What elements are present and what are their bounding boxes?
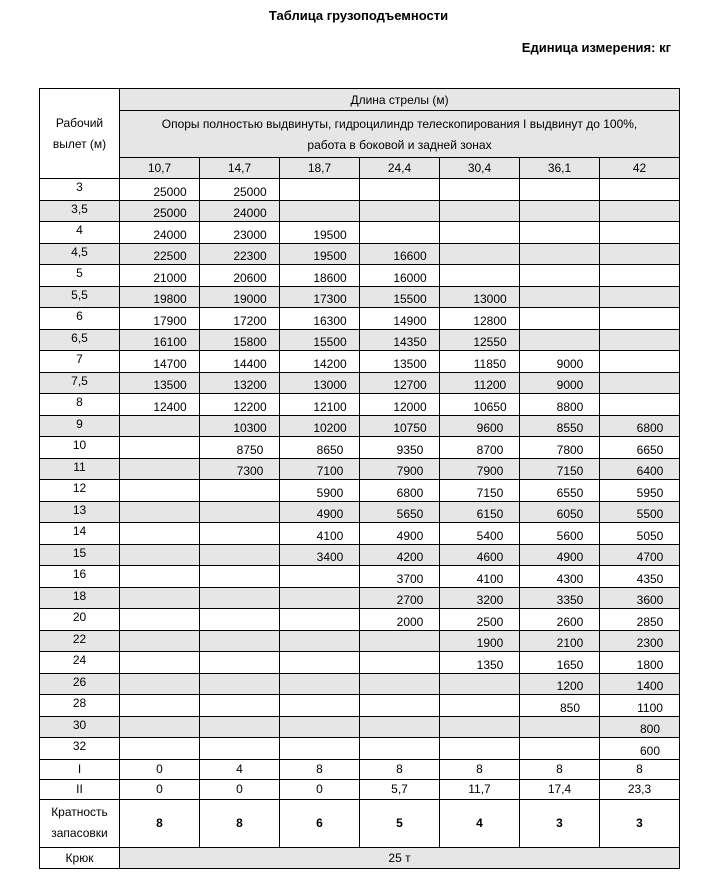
load-cell <box>440 716 520 738</box>
load-cell: 3200 <box>440 587 520 609</box>
load-cell: 3400 <box>280 544 360 566</box>
reeving-cell: 3 <box>520 799 600 847</box>
load-cell: 1800 <box>600 652 680 674</box>
load-cell <box>600 200 680 222</box>
telescope-section-ii-row-cell: 23,3 <box>600 779 680 799</box>
table-row <box>40 458 680 480</box>
load-cell <box>200 480 280 502</box>
load-cell: 1350 <box>440 652 520 674</box>
radius-cell: 6 <box>40 308 120 330</box>
load-cell <box>200 544 280 566</box>
load-cell: 6800 <box>600 415 680 437</box>
load-cell: 6150 <box>440 501 520 523</box>
load-cell: 13000 <box>280 372 360 394</box>
load-cell <box>440 673 520 695</box>
load-cell: 7800 <box>520 437 600 459</box>
load-cell <box>200 501 280 523</box>
load-cell: 12550 <box>440 329 520 351</box>
table-row <box>40 222 680 244</box>
load-cell: 7150 <box>440 480 520 502</box>
load-cell: 4900 <box>520 544 600 566</box>
radius-cell: 10 <box>40 437 120 459</box>
table-row <box>40 308 680 330</box>
load-cell <box>360 738 440 760</box>
load-cell <box>200 673 280 695</box>
boom-length-header-cell: 36,1 <box>520 158 600 179</box>
reeving-label <box>40 799 120 847</box>
radius-cell: 14 <box>40 523 120 545</box>
load-cell: 5500 <box>600 501 680 523</box>
radius-cell: 12 <box>40 480 120 502</box>
load-cell: 4100 <box>280 523 360 545</box>
load-cell: 6800 <box>360 480 440 502</box>
radius-cell: 5 <box>40 265 120 287</box>
load-cell: 2850 <box>600 609 680 631</box>
radius-cell: 26 <box>40 673 120 695</box>
table-row <box>40 716 680 738</box>
load-cell <box>120 437 200 459</box>
load-cell: 13200 <box>200 372 280 394</box>
load-cell <box>440 179 520 201</box>
load-cell: 13500 <box>120 372 200 394</box>
reeving-cell: 3 <box>600 799 680 847</box>
load-cell: 1100 <box>600 695 680 717</box>
load-cell <box>280 179 360 201</box>
load-cell: 12700 <box>360 372 440 394</box>
load-cell <box>120 458 200 480</box>
load-cell <box>200 587 280 609</box>
table-row <box>40 437 680 459</box>
load-cell <box>120 716 200 738</box>
load-cell: 4700 <box>600 544 680 566</box>
load-cell <box>360 673 440 695</box>
load-cell: 6550 <box>520 480 600 502</box>
radius-cell: 3,5 <box>40 200 120 222</box>
load-cell: 19000 <box>200 286 280 308</box>
reeving-cell: 4 <box>440 799 520 847</box>
load-cell: 21000 <box>120 265 200 287</box>
load-chart-table <box>39 88 680 869</box>
load-cell: 14700 <box>120 351 200 373</box>
load-cell <box>120 738 200 760</box>
reeving-label-line-1: Кратность <box>51 805 108 819</box>
load-cell: 4600 <box>440 544 520 566</box>
load-cell <box>280 738 360 760</box>
load-cell: 15500 <box>280 329 360 351</box>
hook-label: Крюк <box>40 847 120 868</box>
table-row <box>40 652 680 674</box>
load-cell: 13000 <box>440 286 520 308</box>
load-cell <box>360 652 440 674</box>
load-cell <box>120 566 200 588</box>
load-cell: 22500 <box>120 243 200 265</box>
load-cell <box>520 716 600 738</box>
radius-header <box>40 89 120 179</box>
load-cell <box>200 630 280 652</box>
load-cell: 10750 <box>360 415 440 437</box>
load-cell <box>120 673 200 695</box>
load-cell <box>520 179 600 201</box>
condition-line-2: работа в боковой и задней зонах <box>307 138 492 152</box>
radius-cell: 30 <box>40 716 120 738</box>
load-cell: 8550 <box>520 415 600 437</box>
load-cell: 5050 <box>600 523 680 545</box>
load-cell <box>520 286 600 308</box>
telescope-section-ii-row-cell: 17,4 <box>520 779 600 799</box>
radius-cell: 8 <box>40 394 120 416</box>
load-cell: 4300 <box>520 566 600 588</box>
load-cell: 10650 <box>440 394 520 416</box>
telescope-section-ii-row-label: II <box>40 779 120 799</box>
load-cell: 800 <box>600 716 680 738</box>
load-cell <box>360 200 440 222</box>
load-cell: 2600 <box>520 609 600 631</box>
telescope-section-i-row-cell: 8 <box>280 759 360 779</box>
reeving-cell: 8 <box>200 799 280 847</box>
load-cell: 17900 <box>120 308 200 330</box>
load-cell <box>600 286 680 308</box>
boom-length-header-cell: 14,7 <box>200 158 280 179</box>
load-cell: 8700 <box>440 437 520 459</box>
load-cell: 5900 <box>280 480 360 502</box>
reeving-cell: 5 <box>360 799 440 847</box>
load-cell: 7100 <box>280 458 360 480</box>
load-cell: 16000 <box>360 265 440 287</box>
load-cell <box>520 738 600 760</box>
load-cell: 16100 <box>120 329 200 351</box>
load-cell <box>280 200 360 222</box>
load-cell <box>280 652 360 674</box>
table-row <box>40 738 680 760</box>
load-cell: 2100 <box>520 630 600 652</box>
table-row <box>40 329 680 351</box>
load-cell <box>360 695 440 717</box>
load-cell <box>440 695 520 717</box>
load-cell: 5650 <box>360 501 440 523</box>
load-cell <box>200 695 280 717</box>
load-cell <box>120 523 200 545</box>
load-cell: 8650 <box>280 437 360 459</box>
load-cell <box>280 566 360 588</box>
telescope-section-ii-row <box>40 779 680 799</box>
load-cell <box>600 308 680 330</box>
load-cell: 4900 <box>360 523 440 545</box>
load-cell: 7300 <box>200 458 280 480</box>
radius-cell: 22 <box>40 630 120 652</box>
radius-cell: 24 <box>40 652 120 674</box>
load-cell: 4100 <box>440 566 520 588</box>
load-cell <box>440 738 520 760</box>
load-cell: 2500 <box>440 609 520 631</box>
load-cell: 2700 <box>360 587 440 609</box>
telescope-section-i-row-cell: 4 <box>200 759 280 779</box>
reeving-cell: 6 <box>280 799 360 847</box>
load-cell: 13500 <box>360 351 440 373</box>
table-row <box>40 566 680 588</box>
load-cell: 14400 <box>200 351 280 373</box>
load-cell: 11200 <box>440 372 520 394</box>
telescope-section-ii-row-cell: 0 <box>120 779 200 799</box>
load-cell: 12800 <box>440 308 520 330</box>
load-cell <box>440 200 520 222</box>
table-row <box>40 673 680 695</box>
table-row <box>40 372 680 394</box>
radius-cell: 13 <box>40 501 120 523</box>
load-cell <box>120 609 200 631</box>
radius-cell: 18 <box>40 587 120 609</box>
hook-row <box>40 847 680 868</box>
load-cell: 1400 <box>600 673 680 695</box>
load-cell: 20600 <box>200 265 280 287</box>
load-cell: 8800 <box>520 394 600 416</box>
radius-cell: 4 <box>40 222 120 244</box>
load-cell <box>600 222 680 244</box>
load-cell: 8750 <box>200 437 280 459</box>
load-cell: 4900 <box>280 501 360 523</box>
load-cell <box>600 394 680 416</box>
reeving-row <box>40 799 680 847</box>
telescope-section-i-row <box>40 759 680 779</box>
load-cell: 9000 <box>520 351 600 373</box>
load-cell: 6050 <box>520 501 600 523</box>
telescope-section-i-row-cell: 0 <box>120 759 200 779</box>
load-cell: 4200 <box>360 544 440 566</box>
telescope-section-ii-row-cell: 0 <box>280 779 360 799</box>
load-cell <box>440 243 520 265</box>
radius-cell: 7,5 <box>40 372 120 394</box>
load-cell <box>120 587 200 609</box>
telescope-section-ii-row-cell: 0 <box>200 779 280 799</box>
load-cell: 600 <box>600 738 680 760</box>
load-cell <box>520 200 600 222</box>
load-cell: 24000 <box>200 200 280 222</box>
load-cell <box>200 716 280 738</box>
load-cell: 15500 <box>360 286 440 308</box>
load-cell: 14200 <box>280 351 360 373</box>
load-cell: 17300 <box>280 286 360 308</box>
table-row <box>40 394 680 416</box>
load-cell <box>200 523 280 545</box>
table-row <box>40 480 680 502</box>
load-cell <box>280 695 360 717</box>
load-cell: 12400 <box>120 394 200 416</box>
radius-cell: 28 <box>40 695 120 717</box>
load-cell <box>600 329 680 351</box>
radius-header-label: Рабочий вылет (м) <box>52 115 107 151</box>
radius-cell: 6,5 <box>40 329 120 351</box>
table-row <box>40 544 680 566</box>
load-cell: 4350 <box>600 566 680 588</box>
load-cell <box>520 243 600 265</box>
load-cell <box>360 630 440 652</box>
load-cell: 1900 <box>440 630 520 652</box>
load-cell: 6400 <box>600 458 680 480</box>
telescope-section-ii-row-cell: 11,7 <box>440 779 520 799</box>
load-cell <box>200 566 280 588</box>
load-cell: 3350 <box>520 587 600 609</box>
telescope-section-i-row-cell: 8 <box>440 759 520 779</box>
load-cell <box>120 630 200 652</box>
hook-value: 25 т <box>120 847 680 868</box>
telescope-section-i-row-cell: 8 <box>600 759 680 779</box>
load-cell: 22300 <box>200 243 280 265</box>
load-cell: 11850 <box>440 351 520 373</box>
load-cell <box>120 480 200 502</box>
table-row <box>40 286 680 308</box>
telescope-section-i-row-cell: 8 <box>520 759 600 779</box>
load-cell <box>120 415 200 437</box>
telescope-section-ii-row-cell: 5,7 <box>360 779 440 799</box>
table-row <box>40 501 680 523</box>
radius-cell: 3 <box>40 179 120 201</box>
load-cell: 6650 <box>600 437 680 459</box>
load-cell: 10200 <box>280 415 360 437</box>
radius-cell: 16 <box>40 566 120 588</box>
load-cell: 23000 <box>200 222 280 244</box>
load-cell: 19500 <box>280 243 360 265</box>
load-cell: 25000 <box>200 179 280 201</box>
load-cell <box>200 609 280 631</box>
load-cell <box>520 308 600 330</box>
load-cell <box>120 652 200 674</box>
load-cell <box>280 609 360 631</box>
boom-length-header-cell: 42 <box>600 158 680 179</box>
load-cell: 19500 <box>280 222 360 244</box>
load-cell: 9000 <box>520 372 600 394</box>
load-cell: 2000 <box>360 609 440 631</box>
radius-cell: 32 <box>40 738 120 760</box>
load-cell: 3700 <box>360 566 440 588</box>
load-cell <box>360 716 440 738</box>
load-cell <box>120 695 200 717</box>
load-cell <box>120 544 200 566</box>
load-cell <box>520 329 600 351</box>
load-cell <box>360 222 440 244</box>
load-cell: 12200 <box>200 394 280 416</box>
table-row <box>40 609 680 631</box>
table-row <box>40 587 680 609</box>
load-cell: 18600 <box>280 265 360 287</box>
load-cell: 17200 <box>200 308 280 330</box>
load-cell: 12100 <box>280 394 360 416</box>
load-cell: 12000 <box>360 394 440 416</box>
load-cell <box>600 243 680 265</box>
boom-length-header-cell: 30,4 <box>440 158 520 179</box>
load-cell: 14900 <box>360 308 440 330</box>
boom-length-header: Длина стрелы (м) <box>120 89 680 111</box>
reeving-cell: 8 <box>120 799 200 847</box>
table-row <box>40 179 680 201</box>
radius-cell: 4,5 <box>40 243 120 265</box>
load-cell: 5600 <box>520 523 600 545</box>
load-cell <box>520 222 600 244</box>
load-cell <box>280 716 360 738</box>
unit-label: Единица измерения: кг <box>521 40 671 55</box>
load-cell: 9350 <box>360 437 440 459</box>
load-cell <box>280 630 360 652</box>
table-row <box>40 200 680 222</box>
load-cell <box>600 265 680 287</box>
load-cell <box>600 179 680 201</box>
radius-cell: 15 <box>40 544 120 566</box>
load-cell <box>440 222 520 244</box>
reeving-label-line-2: запасовки <box>51 826 108 840</box>
load-cell <box>600 351 680 373</box>
table-row <box>40 265 680 287</box>
load-cell: 16600 <box>360 243 440 265</box>
load-cell: 7900 <box>360 458 440 480</box>
load-cell: 19800 <box>120 286 200 308</box>
load-cell: 25000 <box>120 200 200 222</box>
radius-cell: 11 <box>40 458 120 480</box>
telescope-section-i-row-label: I <box>40 759 120 779</box>
boom-length-header-cell: 10,7 <box>120 158 200 179</box>
load-cell <box>440 265 520 287</box>
load-cell: 5400 <box>440 523 520 545</box>
boom-length-header-cell: 18,7 <box>280 158 360 179</box>
table-row <box>40 351 680 373</box>
radius-cell: 7 <box>40 351 120 373</box>
load-cell: 14350 <box>360 329 440 351</box>
table-row <box>40 523 680 545</box>
load-cell <box>600 372 680 394</box>
load-cell <box>520 265 600 287</box>
load-cell: 7900 <box>440 458 520 480</box>
boom-length-header-cell: 24,4 <box>360 158 440 179</box>
load-cell: 9600 <box>440 415 520 437</box>
load-cell: 16300 <box>280 308 360 330</box>
table-row <box>40 630 680 652</box>
condition-line-1: Опоры полностью выдвинуты, гидроцилиндр телескопирования I выдвинут до 100%, <box>161 117 638 131</box>
load-cell: 25000 <box>120 179 200 201</box>
radius-cell: 9 <box>40 415 120 437</box>
load-cell <box>120 501 200 523</box>
radius-cell: 5,5 <box>40 286 120 308</box>
load-cell <box>200 738 280 760</box>
load-cell: 15800 <box>200 329 280 351</box>
load-cell <box>280 673 360 695</box>
load-cell: 7150 <box>520 458 600 480</box>
table-row <box>40 695 680 717</box>
load-cell: 24000 <box>120 222 200 244</box>
load-cell <box>360 179 440 201</box>
page-title: Таблица грузоподъемности <box>268 8 449 23</box>
load-cell: 10300 <box>200 415 280 437</box>
load-cell: 1200 <box>520 673 600 695</box>
telescope-section-i-row-cell: 8 <box>360 759 440 779</box>
load-cell <box>280 587 360 609</box>
condition-header <box>120 111 680 158</box>
load-cell: 3600 <box>600 587 680 609</box>
load-cell: 850 <box>520 695 600 717</box>
load-cell: 5950 <box>600 480 680 502</box>
table-row <box>40 243 680 265</box>
load-cell: 2300 <box>600 630 680 652</box>
radius-cell: 20 <box>40 609 120 631</box>
table-row <box>40 415 680 437</box>
load-cell <box>200 652 280 674</box>
load-cell: 1650 <box>520 652 600 674</box>
